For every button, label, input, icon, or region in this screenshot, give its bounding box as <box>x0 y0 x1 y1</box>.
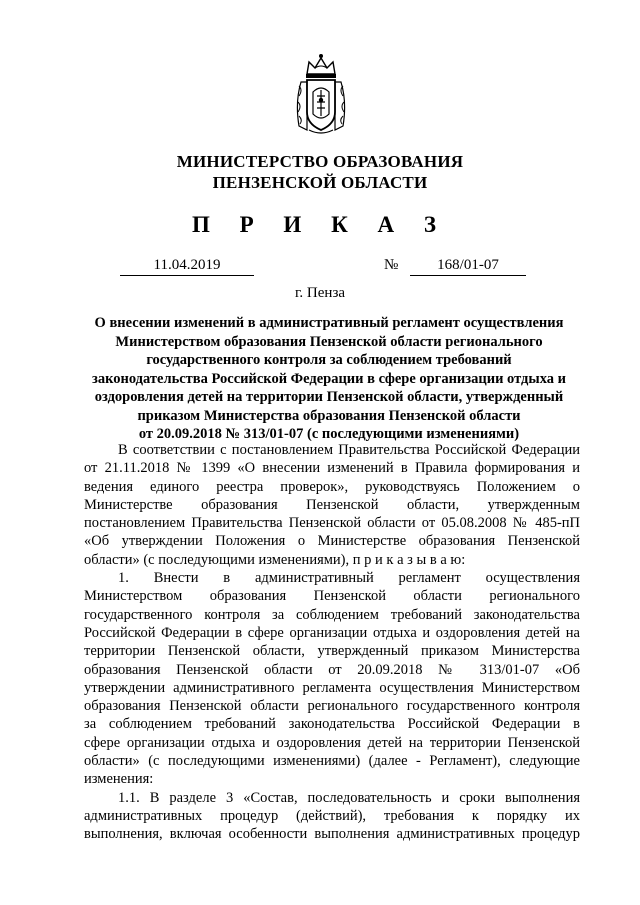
body-line: Российской Федерации в сфере организации отдыха и оздоровления детей на <box>84 624 580 641</box>
ministry-name-line1: МИНИСТЕРСТВО ОБРАЗОВАНИЯ <box>176 152 464 171</box>
body-line: образования Пензенской области регионального государственного контроля <box>84 698 580 715</box>
body-line: выполнения, включая особенности выполнения административных процедур <box>84 826 580 843</box>
ministry-name-line2: ПЕНЗЕНСКОЙ ОБЛАСТИ <box>212 173 428 192</box>
number-sign: № <box>384 257 399 273</box>
title-line: государственного контроля за соблюдением требований <box>146 352 512 368</box>
body-line: изменения: <box>84 771 154 788</box>
body-line: административных процедур (действий), требования к порядку их <box>84 807 580 824</box>
order-date: 11.04.2019 <box>120 257 254 276</box>
body-line: постановлением Правительства Пензенской области от 05.08.2008 № 485-пП <box>84 515 580 532</box>
body-line: области» (с последующими изменениями) (далее - Регламент), следующие <box>84 753 580 770</box>
order-title <box>84 314 574 444</box>
title-line: приказом Министерства образования Пензенской области <box>137 407 521 424</box>
body-line: области» (с последующими изменениями), п р и к а з ы в а ю: <box>84 551 466 568</box>
title-line: законодательства Российской Федерации в сфере организации отдыха и <box>92 370 566 387</box>
order-body <box>84 441 580 844</box>
body-line: государственного контроля за соблюдением требований законодательства <box>84 606 580 623</box>
title-line: Министерством образования Пензенской области регионального <box>115 333 543 350</box>
body-line: Министерством образования Пензенской области регионального <box>84 588 580 605</box>
document-type-heading: П Р И К А З <box>191 212 448 237</box>
body-line: за соблюдением требований законодательства Российской Федерации в <box>84 716 580 733</box>
title-line: от 20.09.2018 № 313/01-07 (с последующими изменениями) <box>138 426 520 442</box>
body-line: ведения единого реестра проверок», руководствуясь Положением о <box>84 478 580 495</box>
title-line: О внесении изменений в административный регламент осуществления <box>94 315 564 331</box>
body-line: утверждении административного регламента осуществления Министерством <box>84 679 580 696</box>
body-line: от 21.11.2018 № 1399 «О внесении изменений в Правила формирования и <box>84 460 580 477</box>
title-line: оздоровления детей на территории Пензенской области, утвержденный <box>94 389 564 405</box>
coat-of-arms-emblem <box>289 52 353 136</box>
body-line: образования Пензенской области от 20.09.2018 № 313/01-07 «Об <box>84 661 580 678</box>
body-line: «Об утверждении Положения о Министерстве образования Пензенской <box>84 533 580 550</box>
body-line: сфере организации отдыха и оздоровления детей на территории Пензенской <box>84 734 580 751</box>
body-line: В соответствии с постановлением Правительства Российской Федерации <box>118 442 580 458</box>
body-line: территории Пензенской области, утвержденный приказом Министерства <box>84 643 580 660</box>
body-line: Министерстве образования Пензенской области, утвержденным <box>84 496 580 513</box>
body-line: 1.1. В разделе 3 «Состав, последовательность и сроки выполнения <box>118 789 580 806</box>
body-line: 1. Внести в административный регламент осуществления <box>118 570 580 587</box>
order-number: 168/01-07 <box>410 257 526 276</box>
city-label: г. Пенза <box>294 285 346 301</box>
